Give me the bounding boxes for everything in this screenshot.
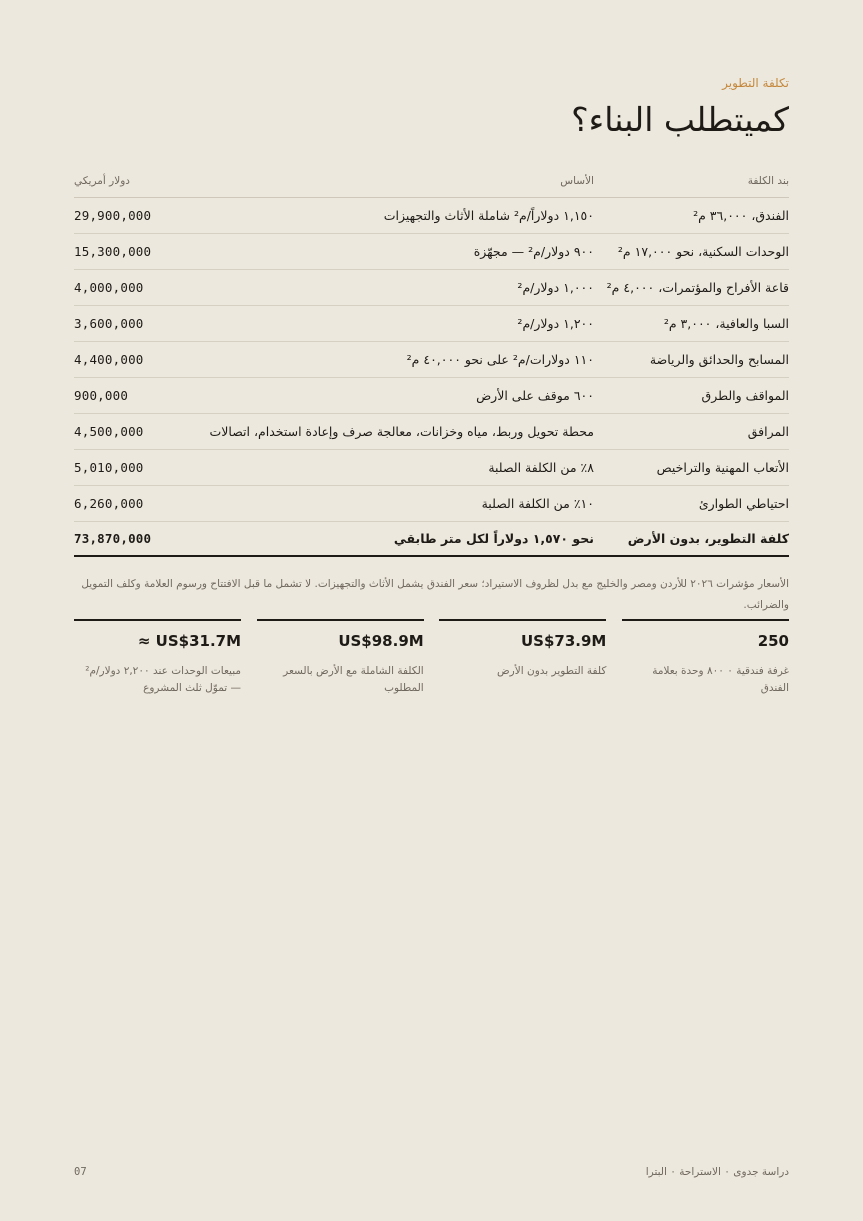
table-header-row: [74, 166, 789, 197]
cost-table: [74, 166, 789, 557]
cost-item: الأتعاب المهنية والتراخيص: [594, 449, 789, 485]
section-eyebrow: تكلفة التطوير: [722, 76, 789, 90]
cost-usd: 5,010,000: [74, 449, 209, 485]
cost-basis: محطة تحويل وربط، مياه وخزانات، معالجة صرف وإعادة استخدام، اتصالات: [209, 413, 594, 449]
stat-card: [74, 619, 241, 697]
cost-basis: ١٠٪ من الكلفة الصلبة: [209, 485, 594, 521]
total-basis: نحو ١,٥٧٠ دولاراً لكل متر طابقي: [209, 521, 594, 556]
page: [74, 0, 789, 1221]
cost-basis: ١,٠٠٠ دولار/م²: [209, 269, 594, 305]
cost-usd: 3,600,000: [74, 305, 209, 341]
stat-label: غرفة فندقية ٠ ٨٠٠ وحدة بعلامة الفندق: [652, 665, 789, 694]
cost-basis: ٨٪ من الكلفة الصلبة: [209, 449, 594, 485]
cost-item: احتياطي الطوارئ: [594, 485, 789, 521]
stat-value: ≈ US$31.7M: [137, 632, 242, 650]
total-item: كلفة التطوير، بدون الأرض: [594, 521, 789, 556]
key-figures: [74, 619, 789, 697]
table-row: [74, 197, 789, 233]
cost-basis: ١١٠ دولارات/م² على نحو ٤٠,٠٠٠ م²: [209, 341, 594, 377]
cost-usd: 4,000,000: [74, 269, 209, 305]
table-row: [74, 233, 789, 269]
cost-basis: ٦٠٠ موقف على الأرض: [209, 377, 594, 413]
column-header-item: بند الكلفة: [594, 166, 789, 197]
cost-basis: ١,٢٠٠ دولار/م²: [209, 305, 594, 341]
table-row: [74, 485, 789, 521]
stat-card: [257, 619, 424, 697]
table-row: [74, 449, 789, 485]
stat-value: US$98.9M: [338, 632, 424, 650]
table-row: [74, 305, 789, 341]
cost-usd: 6,260,000: [74, 485, 209, 521]
cost-item: المسابح والحدائق والرياضة: [594, 341, 789, 377]
stat-label: الكلفة الشاملة مع الأرض بالسعر المطلوب: [283, 665, 424, 694]
footer-document-title: دراسة جدوى ٠ الاستراحة ٠ البترا: [645, 1166, 789, 1178]
total-row: [74, 521, 789, 556]
table-row: [74, 269, 789, 305]
cost-basis: ١,١٥٠ دولاراً/م² شاملة الأثاث والتجهيزات: [209, 197, 594, 233]
cost-usd: 4,500,000: [74, 413, 209, 449]
column-header-usd: دولار أمريكي: [74, 166, 209, 197]
stat-card: [622, 619, 789, 697]
stat-label: كلفة التطوير بدون الأرض: [496, 665, 607, 677]
table-row: [74, 341, 789, 377]
page-title: كميتطلب البناء؟: [571, 100, 789, 139]
cost-basis: ٩٠٠ دولار/م² — مجهّزة: [209, 233, 594, 269]
cost-item: الفندق، ٣٦,٠٠٠ م²: [594, 197, 789, 233]
stat-value: US$73.9M: [520, 632, 607, 650]
cost-item: السبا والعافية، ٣,٠٠٠ م²: [594, 305, 789, 341]
stat-value: 250: [757, 632, 789, 650]
cost-usd: 15,300,000: [74, 233, 209, 269]
pricing-note: الأسعار مؤشرات ٢٠٢٦ للأردن ومصر والخليج مع بدل لظروف الاستيراد؛ سعر الفندق يشمل الأثاث والتجهيزات. لا تشمل ما قبل الافتتاح ورسوم العلامة وكلف التمويل والضرائب.: [81, 578, 789, 611]
table-row: [74, 377, 789, 413]
page-footer: [74, 1166, 789, 1182]
cost-usd: 900,000: [74, 377, 209, 413]
total-usd: 73,870,000: [74, 521, 209, 556]
stat-label: مبيعات الوحدات عند ٢,٢٠٠ دولار/م² — تموّل ثلث المشروع: [85, 665, 242, 694]
cost-usd: 4,400,000: [74, 341, 209, 377]
column-header-basis: الأساس: [209, 166, 594, 197]
stat-card: [439, 619, 606, 697]
page-number: 07: [74, 1166, 87, 1178]
table-row: [74, 413, 789, 449]
cost-item: المرافق: [594, 413, 789, 449]
cost-item: المواقف والطرق: [594, 377, 789, 413]
cost-item: الوحدات السكنية، نحو ١٧,٠٠٠ م²: [594, 233, 789, 269]
cost-item: قاعة الأفراح والمؤتمرات، ٤,٠٠٠ م²: [594, 269, 789, 305]
cost-usd: 29,900,000: [74, 197, 209, 233]
